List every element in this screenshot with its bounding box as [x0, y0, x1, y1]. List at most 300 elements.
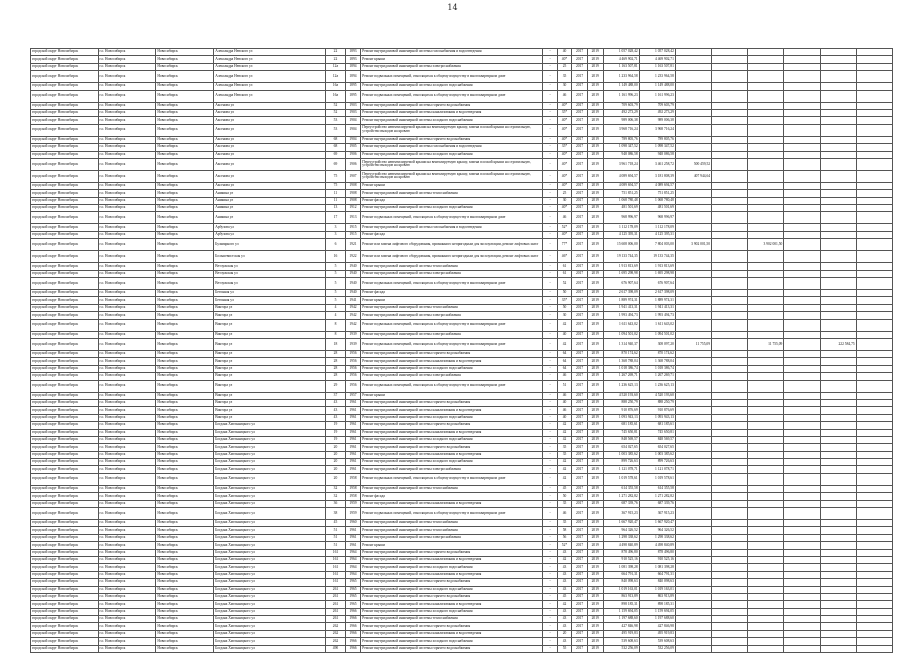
- table-row: [31, 399, 893, 406]
- table-cell: [856, 263, 892, 270]
- table-cell: г.о. Новосибирск: [98, 373, 156, 380]
- table-cell: Новосибирск: [156, 586, 214, 593]
- table-cell: г.о. Новосибирск: [98, 459, 156, 466]
- table-cell: [675, 549, 711, 556]
- table-cell: [856, 231, 892, 238]
- table-cell: 3: [326, 231, 345, 238]
- table-cell: Новосибирск: [156, 623, 214, 630]
- table-cell: [675, 534, 711, 541]
- table-cell: Ремонт внутридомовой инженерной системы теплоснабжения: [361, 485, 543, 492]
- table-cell: 29: [326, 380, 345, 392]
- table-cell: 1959: [345, 508, 361, 520]
- table-cell: 161: [326, 564, 345, 571]
- table-cell: [748, 117, 784, 124]
- table-cell: 25: [557, 190, 571, 197]
- table-cell: 40*: [557, 124, 571, 136]
- table-cell: [820, 564, 856, 571]
- table-cell: Богдана Хмельницкого ул: [214, 549, 326, 556]
- table-cell: Новосибирск: [156, 485, 214, 492]
- table-cell: Новосибирск: [156, 579, 214, 586]
- table-cell: [784, 102, 820, 109]
- table-cell: [784, 380, 820, 392]
- table-cell: 1 271 282,82: [639, 493, 675, 500]
- table-cell: 3 181 808,39: [639, 170, 675, 182]
- table-cell: [820, 373, 856, 380]
- table-cell: [748, 630, 784, 637]
- table-cell: [712, 527, 748, 534]
- table-cell: -: [543, 414, 557, 421]
- table-cell: 1956: [345, 380, 361, 392]
- table-cell: 1915: [345, 224, 361, 231]
- table-cell: 11: [326, 190, 345, 197]
- table-cell: 2017: [572, 508, 588, 520]
- table-cell: [820, 616, 856, 623]
- table-cell: Ремонт внутридомовой инженерной системы холодного водоснабжения: [361, 414, 543, 421]
- table-cell: городской округ Новосибирск: [31, 451, 99, 458]
- table-cell: [712, 534, 748, 541]
- table-cell: -: [543, 407, 557, 414]
- table-cell: Ремонт внутридомовой инженерной системы канализования и водоотведения: [361, 601, 543, 608]
- table-cell: 40*: [557, 56, 571, 63]
- table-cell: Богдана Хмельницкого ул: [214, 436, 326, 443]
- table-cell: г.о. Новосибирск: [98, 593, 156, 600]
- table-cell: 500 459,52: [675, 158, 711, 170]
- table-cell: 2019: [587, 399, 603, 406]
- table-cell: [712, 365, 748, 372]
- table-cell: [748, 564, 784, 571]
- table-cell: 40*: [557, 205, 571, 212]
- table-cell: 1965: [345, 601, 361, 608]
- table-cell: Ремонт внутридомовой инженерной системы горячего водоснабжения: [361, 645, 543, 652]
- table-cell: Богдана Хмельницкого ул: [214, 593, 326, 600]
- table-cell: [820, 601, 856, 608]
- table-cell: [784, 373, 820, 380]
- table-cell: 2017: [572, 645, 588, 652]
- table-cell: г.о. Новосибирск: [98, 224, 156, 231]
- table-cell: городской округ Новосибирск: [31, 630, 99, 637]
- table-cell: городской округ Новосибирск: [31, 136, 99, 143]
- page-number: 14: [447, 3, 458, 12]
- table-cell: [675, 144, 711, 151]
- table-cell: [675, 444, 711, 451]
- table-cell: 1940: [345, 263, 361, 270]
- table-cell: Новосибирск: [156, 319, 214, 331]
- table-row: [31, 49, 893, 56]
- table-cell: 2019: [587, 151, 603, 158]
- table-cell: [712, 117, 748, 124]
- table-cell: [712, 549, 748, 556]
- table-cell: [748, 304, 784, 311]
- table-cell: [748, 593, 784, 600]
- table-cell: г.о. Новосибирск: [98, 304, 156, 311]
- table-cell: 2019: [587, 593, 603, 600]
- table-cell: 1895: [345, 90, 361, 102]
- table-cell: Новосибирск: [156, 407, 214, 414]
- table-cell: [784, 182, 820, 189]
- table-cell: [856, 407, 892, 414]
- table-cell: 75: [326, 182, 345, 189]
- table-cell: [820, 429, 856, 436]
- table-cell: [675, 586, 711, 593]
- table-cell: [712, 49, 748, 56]
- table-cell: [784, 534, 820, 541]
- table-cell: -: [543, 593, 557, 600]
- table-cell: -: [543, 399, 557, 406]
- table-row: [31, 414, 893, 421]
- table-cell: г.о. Новосибирск: [98, 102, 156, 109]
- table-cell: г.о. Новосибирск: [98, 436, 156, 443]
- table-cell: 898 185,31: [639, 601, 675, 608]
- table-cell: 1958: [345, 493, 361, 500]
- table-cell: Новосибирск: [156, 83, 214, 90]
- table-cell: Ремонт внутридомовой инженерной системы канализования и водоотведения: [361, 109, 543, 116]
- table-cell: 2017: [572, 451, 588, 458]
- table-cell: г.о. Новосибирск: [98, 623, 156, 630]
- table-cell: 2019: [587, 190, 603, 197]
- table-cell: Александра Невского ул: [214, 49, 326, 56]
- table-cell: [675, 136, 711, 143]
- table-cell: [856, 158, 892, 170]
- table-cell: 1 889 974,31: [639, 297, 675, 304]
- table-cell: [820, 407, 856, 414]
- table-row: [31, 571, 893, 578]
- table-cell: Новосибирск: [156, 444, 214, 451]
- table-cell: [784, 151, 820, 158]
- table-cell: 2019: [587, 392, 603, 399]
- table-cell: [748, 520, 784, 527]
- table-cell: [784, 571, 820, 578]
- table-cell: [820, 399, 856, 406]
- table-cell: [748, 197, 784, 204]
- table-cell: -: [543, 542, 557, 549]
- table-cell: 2017: [572, 231, 588, 238]
- table-cell: Новосибирск: [156, 331, 214, 338]
- table-cell: городской округ Новосибирск: [31, 158, 99, 170]
- table-row: [31, 304, 893, 311]
- table-cell: [784, 527, 820, 534]
- table-cell: Бетонная ул: [214, 297, 326, 304]
- table-cell: 2019: [587, 312, 603, 319]
- table-cell: [748, 205, 784, 212]
- table-row: [31, 358, 893, 365]
- table-cell: [748, 331, 784, 338]
- table-cell: Богдана Хмельницкого ул: [214, 601, 326, 608]
- table-cell: 2019: [587, 564, 603, 571]
- table-cell: [675, 380, 711, 392]
- table-cell: 709 603,79: [639, 102, 675, 109]
- table-cell: Богдана Хмельницкого ул: [214, 616, 326, 623]
- table-cell: Ремонт внутридомовой инженерной системы холодного водоснабжения: [361, 151, 543, 158]
- table-cell: 20: [326, 451, 345, 458]
- table-cell: [820, 485, 856, 492]
- table-cell: 1 611 643,02: [639, 319, 675, 331]
- table-cell: [748, 231, 784, 238]
- table-cell: 1965: [345, 586, 361, 593]
- table-cell: 35: [557, 444, 571, 451]
- table-cell: Новосибирск: [156, 190, 214, 197]
- table-cell: 654 027,65: [639, 444, 675, 451]
- table-cell: Богдана Хмельницкого ул: [214, 459, 326, 466]
- table-cell: 888 250,79: [603, 399, 639, 406]
- table-cell: 4 089 694,57: [639, 182, 675, 189]
- table-cell: -: [543, 124, 557, 136]
- table-cell: [856, 534, 892, 541]
- table-cell: 4 125 395,31: [603, 231, 639, 238]
- table-cell: [748, 645, 784, 652]
- table-cell: [748, 508, 784, 520]
- table-cell: 1961: [345, 407, 361, 414]
- table-cell: 2017: [572, 593, 588, 600]
- table-cell: г.о. Новосибирск: [98, 466, 156, 473]
- table-cell: г.о. Новосибирск: [98, 190, 156, 197]
- table-cell: Ремонт фасада: [361, 197, 543, 204]
- table-cell: 2017: [572, 564, 588, 571]
- table-row: [31, 270, 893, 277]
- table-cell: г.о. Новосибирск: [98, 263, 156, 270]
- table-cell: [675, 102, 711, 109]
- table-cell: Виктора ул: [214, 399, 326, 406]
- table-cell: Новосибирск: [156, 414, 214, 421]
- table-cell: 1 611 643,02: [603, 319, 639, 331]
- table-cell: 2019: [587, 579, 603, 586]
- table-cell: 43: [326, 414, 345, 421]
- table-row: [31, 102, 893, 109]
- table-cell: [856, 527, 892, 534]
- table-cell: [784, 124, 820, 136]
- table-cell: 1961: [345, 527, 361, 534]
- table-cell: Ремонт подвальных помещений, относящихся к общему имуществу в многоквартирном доме: [361, 380, 543, 392]
- table-cell: 58: [557, 527, 571, 534]
- table-cell: 1908: [345, 190, 361, 197]
- table-cell: г.о. Новосибирск: [98, 520, 156, 527]
- table-cell: городской округ Новосибирск: [31, 429, 99, 436]
- table-cell: 40*: [557, 170, 571, 182]
- table-cell: 367 915,23: [603, 508, 639, 520]
- table-cell: [784, 144, 820, 151]
- table-cell: г.о. Новосибирск: [98, 49, 156, 56]
- table-cell: 1956: [345, 373, 361, 380]
- table-cell: 43: [326, 399, 345, 406]
- table-cell: [820, 493, 856, 500]
- table-cell: Новосибирск: [156, 564, 214, 571]
- table-row: [31, 83, 893, 90]
- table-cell: 42: [557, 422, 571, 429]
- table-cell: городской округ Новосибирск: [31, 380, 99, 392]
- table-cell: Новосибирск: [156, 224, 214, 231]
- table-cell: городской округ Новосибирск: [31, 444, 99, 451]
- table-cell: 5: [326, 263, 345, 270]
- table-cell: 863 913,89: [603, 593, 639, 600]
- table-cell: 751 851,25: [639, 190, 675, 197]
- table-cell: 2019: [587, 270, 603, 277]
- table-cell: 261: [326, 608, 345, 615]
- table-cell: 46: [557, 392, 571, 399]
- table-cell: 2019: [587, 197, 603, 204]
- table-cell: [712, 71, 748, 83]
- table-cell: 51: [557, 380, 571, 392]
- table-cell: 3: [326, 224, 345, 231]
- table-cell: г.о. Новосибирск: [98, 630, 156, 637]
- table-cell: Александра Невского ул: [214, 63, 326, 70]
- table-cell: 19 133 744,35: [603, 251, 639, 263]
- table-cell: 2019: [587, 331, 603, 338]
- table-cell: Аксенова ул: [214, 136, 326, 143]
- table-cell: [856, 436, 892, 443]
- table-cell: [820, 319, 856, 331]
- table-cell: [712, 144, 748, 151]
- table-row: [31, 212, 893, 224]
- table-cell: 539 608,63: [603, 638, 639, 645]
- table-cell: г.о. Новосибирск: [98, 56, 156, 63]
- table-cell: [748, 151, 784, 158]
- table-cell: 43: [557, 608, 571, 615]
- table-cell: [712, 645, 748, 652]
- table-cell: Ремонт внутридомовой инженерной системы горячего водоснабжения: [361, 399, 543, 406]
- table-cell: 1965: [345, 593, 361, 600]
- table-cell: Богдана Хмельницкого ул: [214, 520, 326, 527]
- table-cell: [820, 459, 856, 466]
- table-cell: 1 161 996,23: [639, 90, 675, 102]
- table-cell: Ремонт или замена лифтового оборудования, признанного непригодным для эксплуатации, ремонт лифтовых шахт: [361, 239, 543, 251]
- table-row: [31, 297, 893, 304]
- table-cell: [856, 493, 892, 500]
- table-cell: 870 174,62: [603, 350, 639, 357]
- table-cell: [820, 197, 856, 204]
- table-cell: Богдана Хмельницкого ул: [214, 444, 326, 451]
- table-cell: 2017: [572, 459, 588, 466]
- table-cell: Ремонт внутридомовой инженерной системы горячего водоснабжения: [361, 350, 543, 357]
- table-cell: Новосибирск: [156, 49, 214, 56]
- table-cell: Ремонт крыши: [361, 297, 543, 304]
- table-cell: Аксенова ул: [214, 124, 326, 136]
- table-cell: городской округ Новосибирск: [31, 304, 99, 311]
- table-cell: Ремонт внутридомовой инженерной системы электроснабжения: [361, 331, 543, 338]
- table-cell: 2019: [587, 407, 603, 414]
- table-cell: [784, 493, 820, 500]
- table-cell: 19: [326, 436, 345, 443]
- table-cell: 43: [557, 564, 571, 571]
- table-cell: 40*: [557, 136, 571, 143]
- table-cell: [748, 414, 784, 421]
- table-cell: -: [543, 358, 557, 365]
- table-row: [31, 630, 893, 637]
- table-row: [31, 549, 893, 556]
- table-cell: 1966: [345, 638, 361, 645]
- table-cell: [712, 542, 748, 549]
- table-cell: [748, 429, 784, 436]
- table-cell: [784, 231, 820, 238]
- table-cell: [675, 365, 711, 372]
- table-cell: 19: [326, 422, 345, 429]
- table-cell: -: [543, 451, 557, 458]
- table-cell: г.о. Новосибирск: [98, 429, 156, 436]
- table-cell: 2019: [587, 358, 603, 365]
- table-cell: г.о. Новосибирск: [98, 319, 156, 331]
- table-cell: 840 098,63: [639, 579, 675, 586]
- table-cell: 481 501,69: [603, 205, 639, 212]
- table-cell: г.о. Новосибирск: [98, 170, 156, 182]
- table-row: [31, 373, 893, 380]
- table-cell: [856, 466, 892, 473]
- table-row: [31, 542, 893, 549]
- table-cell: 863 913,89: [639, 593, 675, 600]
- table-cell: [675, 231, 711, 238]
- table-cell: [784, 623, 820, 630]
- table-cell: -: [543, 459, 557, 466]
- table-cell: [748, 436, 784, 443]
- table-cell: [748, 500, 784, 507]
- table-cell: Богдана Хмельницкого ул: [214, 579, 326, 586]
- table-cell: 1966: [345, 623, 361, 630]
- table-cell: г.о. Новосибирск: [98, 144, 156, 151]
- table-cell: Аксенова ул: [214, 151, 326, 158]
- table-cell: -: [543, 212, 557, 224]
- table-cell: г.о. Новосибирск: [98, 399, 156, 406]
- table-cell: [856, 459, 892, 466]
- table-cell: [748, 638, 784, 645]
- table-cell: 1 098 347,52: [639, 144, 675, 151]
- table-row: [31, 638, 893, 645]
- table-cell: -: [543, 564, 557, 571]
- table-cell: -: [543, 224, 557, 231]
- table-cell: городской округ Новосибирск: [31, 338, 99, 350]
- table-cell: городской округ Новосибирск: [31, 263, 99, 270]
- table-cell: [675, 373, 711, 380]
- table-cell: -: [543, 170, 557, 182]
- table-cell: Виктора ул: [214, 304, 326, 311]
- table-cell: городской округ Новосибирск: [31, 534, 99, 541]
- table-cell: [784, 630, 820, 637]
- table-cell: г.о. Новосибирск: [98, 290, 156, 297]
- table-cell: 5: [326, 270, 345, 277]
- table-cell: 1942: [345, 312, 361, 319]
- table-cell: 1 695 298,98: [639, 270, 675, 277]
- table-cell: 1903: [345, 109, 361, 116]
- table-cell: [784, 399, 820, 406]
- table-cell: 2017: [572, 407, 588, 414]
- table-cell: [856, 205, 892, 212]
- table-cell: городской округ Новосибирск: [31, 608, 99, 615]
- table-cell: [748, 144, 784, 151]
- table-cell: 52*: [557, 224, 571, 231]
- table-cell: г.о. Новосибирск: [98, 136, 156, 143]
- table-cell: [675, 56, 711, 63]
- table-cell: 664 791,31: [639, 571, 675, 578]
- table-cell: [856, 358, 892, 365]
- table-cell: [856, 414, 892, 421]
- table-cell: г.о. Новосибирск: [98, 451, 156, 458]
- table-cell: Новосибирск: [156, 493, 214, 500]
- table-cell: [820, 444, 856, 451]
- table-cell: [856, 365, 892, 372]
- table-cell: [856, 197, 892, 204]
- table-cell: -: [543, 485, 557, 492]
- table-cell: Новосибирск: [156, 297, 214, 304]
- table-cell: городской округ Новосибирск: [31, 623, 99, 630]
- table-cell: [784, 90, 820, 102]
- table-cell: Ремонт внутридомовой инженерной системы газоснабжения и водоотведения: [361, 144, 543, 151]
- table-cell: 1 197 688,60: [603, 616, 639, 623]
- table-cell: [820, 49, 856, 56]
- table-cell: [712, 436, 748, 443]
- table-cell: 848 569,57: [639, 436, 675, 443]
- table-cell: [856, 616, 892, 623]
- table-cell: 1 159 694,05: [639, 608, 675, 615]
- table-cell: [820, 623, 856, 630]
- table-cell: [856, 109, 892, 116]
- table-cell: 367 915,23: [639, 508, 675, 520]
- table-cell: [712, 124, 748, 136]
